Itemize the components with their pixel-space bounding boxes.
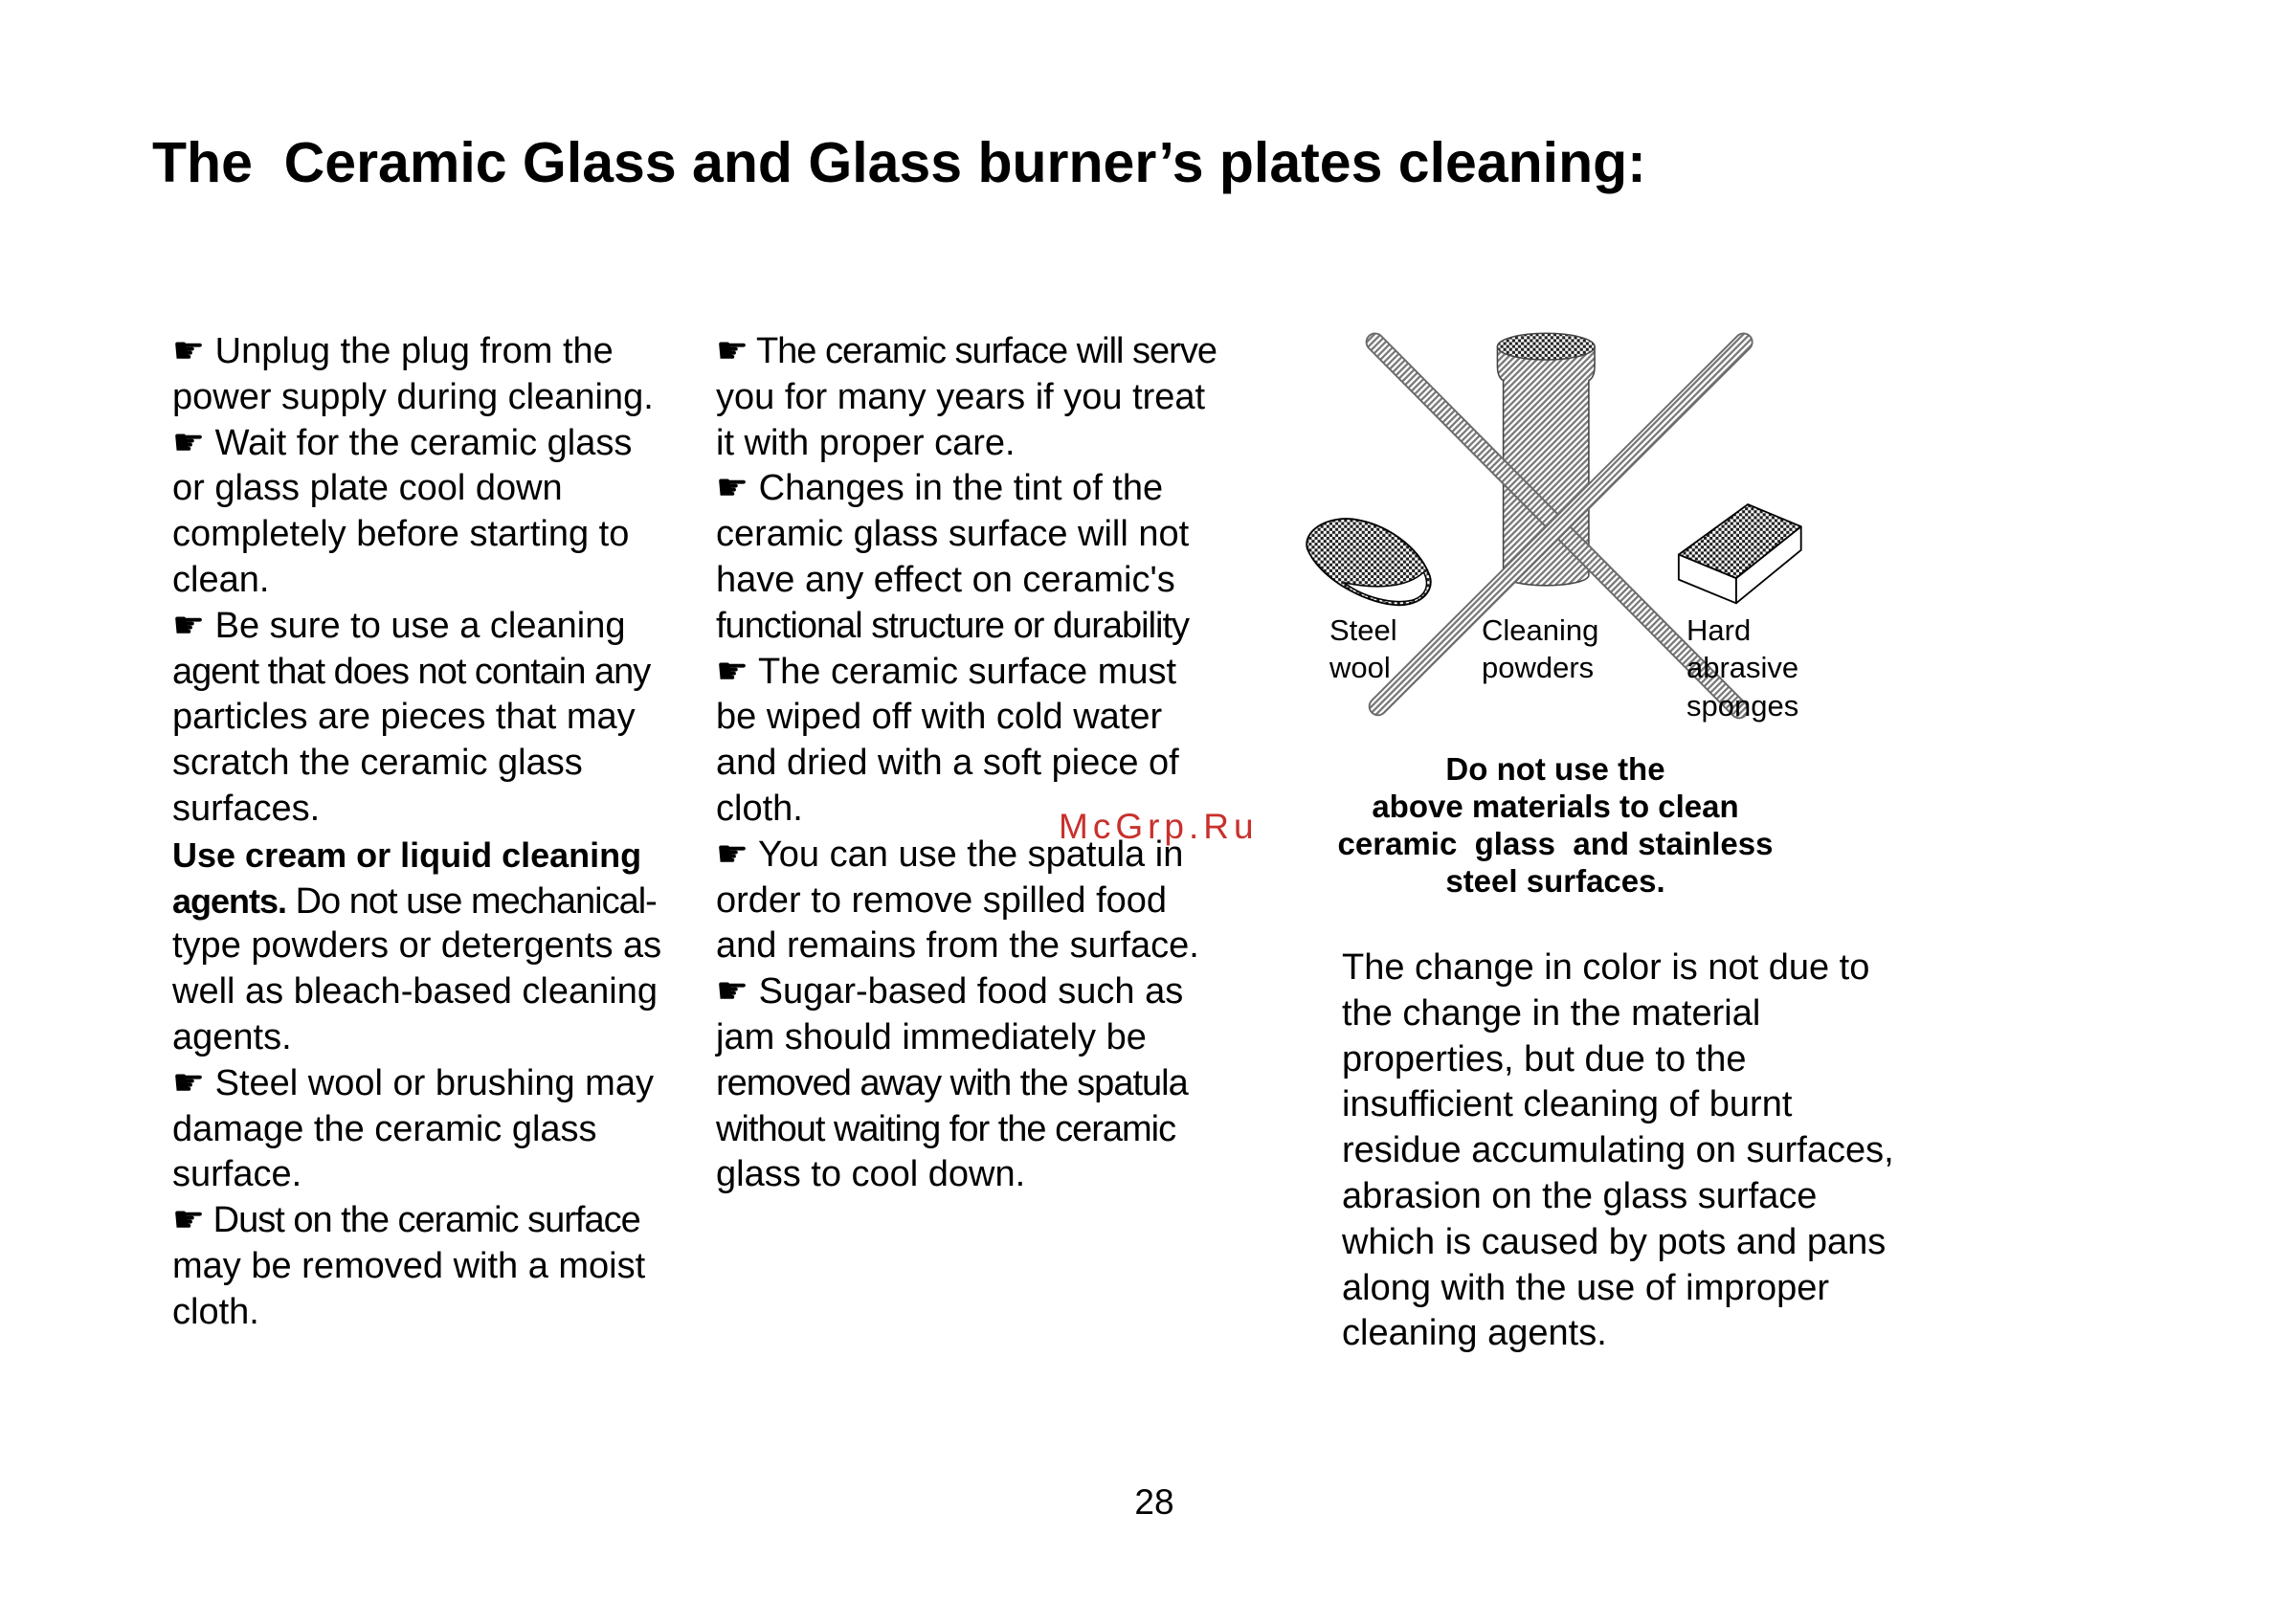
illustration-caption (1297, 750, 1814, 900)
text-line: and dried with a soft piece of (716, 743, 1179, 784)
steel-wool-icon (1306, 519, 1431, 605)
text-line: well as bleach-based cleaning (172, 971, 658, 1012)
label-line: powders (1482, 651, 1595, 685)
text-line: cleaning agents. (1342, 1313, 1607, 1354)
text-line: residue accumulating on surfaces, (1342, 1130, 1894, 1171)
text-line: power supply during cleaning. (172, 376, 654, 417)
text-line: The change in color is not due to (1342, 947, 1870, 988)
bullet-line: ☛ Be sure to use a cleaning (172, 605, 626, 646)
mixed-text-line (172, 879, 661, 924)
text-line: order to remove spilled food (716, 879, 1168, 921)
bullet-line: ☛ Changes in the tint of the (716, 468, 1164, 509)
text-line: type powders or detergents as (172, 925, 662, 967)
text-line: without waiting for the ceramic (716, 1108, 1176, 1149)
hard-abrasive-sponges-label (1686, 612, 1798, 724)
text-line: functional structure or durability (716, 605, 1190, 646)
text-line: jam should immediately be (716, 1016, 1147, 1057)
bullet-line: ☛ The ceramic surface must (716, 651, 1177, 692)
text-line: the change in the material (1342, 992, 1761, 1034)
bold-text: agents. (172, 880, 287, 921)
bullet-line: ☛ The ceramic surface will serve (716, 331, 1217, 371)
text-line: may be removed with a moist (172, 1245, 646, 1286)
label-line: abrasive (1686, 651, 1799, 685)
text-line: removed away with the spatula (716, 1062, 1188, 1103)
right-column (1342, 945, 1894, 1357)
text-line: have any effect on ceramic's (716, 559, 1175, 600)
label-line: Steel (1329, 613, 1397, 647)
cleaning-powders-label (1482, 612, 1598, 687)
left-column (172, 329, 661, 1336)
text-line: or glass plate cool down (172, 468, 563, 509)
text-line: surface. (172, 1154, 302, 1195)
bullet-line: ☛ You can use the spatula in (716, 834, 1184, 875)
text-line: scratch the ceramic glass (172, 743, 583, 784)
label-line: wool (1329, 651, 1391, 685)
text-line: damage the ceramic glass (172, 1108, 597, 1149)
page-number: 28 (1134, 1482, 1174, 1522)
bullet-line: ☛ Dust on the ceramic surface (172, 1200, 640, 1241)
text-line: ceramic glass surface will not (716, 514, 1190, 555)
regular-text: Do not use mechanical- (295, 880, 657, 922)
text-line: agents. (172, 1016, 292, 1057)
text-line: be wiped off with cold water (716, 697, 1163, 738)
jar-lid (1497, 333, 1595, 360)
text-line: insufficient cleaning of burnt (1342, 1084, 1793, 1125)
text-line: properties, but due to the (1342, 1038, 1747, 1079)
text-line: cloth. (172, 1291, 259, 1332)
watermark: McGrp.Ru (1059, 807, 1259, 846)
text-line: particles are pieces that may (172, 697, 636, 738)
caption-line: ceramic glass and stainless (1337, 826, 1774, 861)
caption-line: Do not use the (1445, 751, 1665, 787)
text-line: along with the use of improper (1342, 1267, 1830, 1308)
label-line: Hard (1686, 613, 1752, 647)
label-line: Cleaning (1482, 613, 1599, 647)
page-title: The Ceramic Glass and Glass burner’s plates cleaning: (152, 131, 1646, 194)
steel-wool-label (1329, 612, 1397, 687)
text-line: cloth. (716, 788, 803, 829)
text-line: it with proper care. (716, 422, 1016, 463)
text-line: glass to cool down. (716, 1154, 1026, 1195)
text-line: and remains from the surface. (716, 925, 1199, 967)
abrasive-sponge-icon (1679, 504, 1801, 603)
bullet-line: ☛ Sugar-based food such as (716, 971, 1184, 1012)
text-line: surfaces. (172, 788, 321, 829)
text-line: clean. (172, 559, 270, 600)
bullet-line: ☛ Unplug the plug from the (172, 331, 614, 371)
text-line: you for many years if you treat (716, 376, 1206, 417)
text-line: which is caused by pots and pans (1342, 1221, 1887, 1262)
caption-line: steel surfaces. (1445, 863, 1665, 899)
text-line: abrasion on the glass surface (1342, 1175, 1818, 1216)
middle-column (716, 329, 1217, 1198)
text-line: completely before starting to (172, 514, 630, 555)
bold-text-line: Use cream or liquid cleaning (172, 834, 642, 875)
caption-line: above materials to clean (1372, 789, 1739, 824)
label-line: sponges (1686, 688, 1799, 723)
text-line: agent that does not contain any (172, 651, 651, 692)
bullet-line: ☛ Steel wool or brushing may (172, 1062, 654, 1103)
bullet-line: ☛ Wait for the ceramic glass (172, 422, 633, 463)
